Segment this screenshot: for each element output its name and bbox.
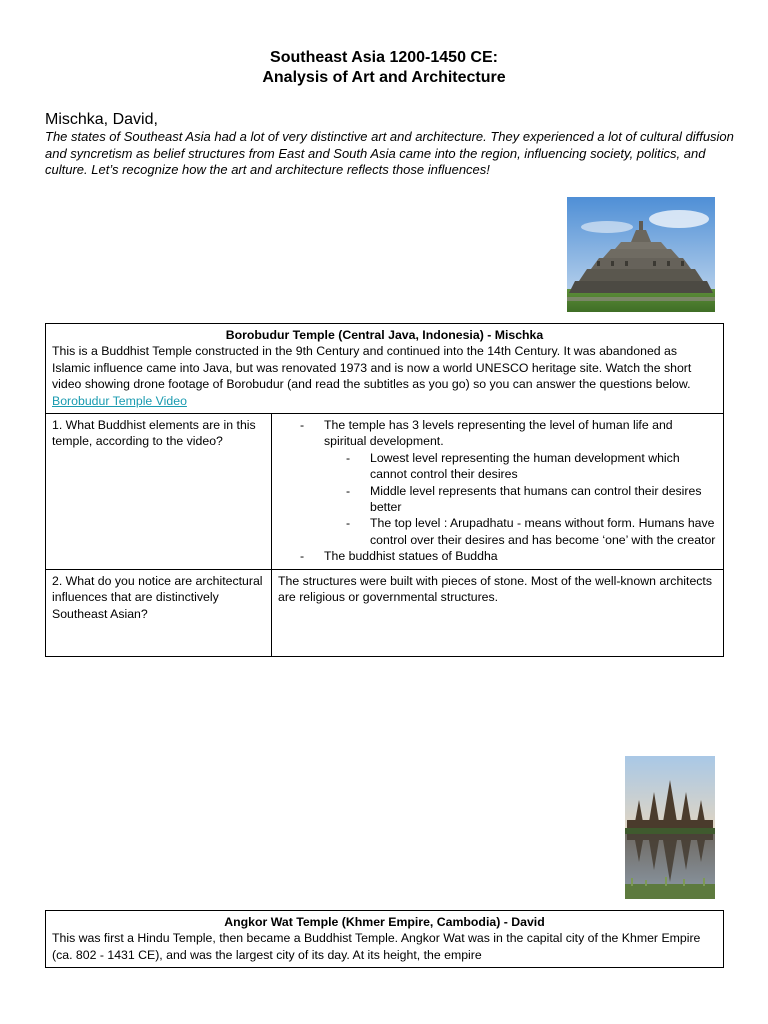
intro-paragraph: The states of Southeast Asia had a lot of very distinctive art and architecture. They experienced a lot of cultural diffusion and syncretism as belief structures from East and South Asia came into the region, influencing society, politics, and culture. Let’s recognize how the art and architecture reflects those influences!	[45, 129, 734, 177]
question-2-cell	[46, 569, 272, 656]
answer-1-cell	[272, 414, 724, 570]
borobudur-description	[52, 343, 717, 409]
answer-2: The structures were built with pieces of stone. Most of the well-known architects are religious or governmental structures.	[278, 573, 712, 605]
angkor-table	[45, 910, 724, 968]
angkor-heading: Angkor Wat Temple (Khmer Empire, Cambodia) - David	[224, 915, 545, 929]
answer-1-item: - The buddhist statues of Buddha	[278, 548, 717, 564]
answer-1-sublist	[324, 450, 717, 548]
angkor-description: This was first a Hindu Temple, then became a Buddhist Temple. Angkor Wat was in the capital city of the Khmer Empire (ca. 802 - 1431 CE), and was the largest city of its day. At its height, the empire	[52, 931, 701, 962]
document-title-line-2: Analysis of Art and Architecture	[262, 69, 506, 86]
answer-1-subitem: - Lowest level representing the human development which cannot control their desires	[324, 450, 717, 483]
document-title-line-1: Southeast Asia 1200-1450 CE:	[270, 49, 498, 66]
question-1-cell	[46, 414, 272, 570]
angkor-header-cell	[46, 911, 724, 968]
borobudur-heading: Borobudur Temple (Central Java, Indonesia) - Mischka	[225, 328, 544, 342]
borobudur-header-cell	[46, 324, 724, 414]
question-1: 1. What Buddhist elements are in this temple, according to the video?	[52, 418, 256, 449]
borobudur-temple-photo	[567, 197, 715, 312]
answer-1-list	[278, 417, 717, 565]
borobudur-description-text: This is a Buddhist Temple constructed in the 9th Century and continued into the 14th Century. It was abandoned as Islamic influence came into Java, but was renovated 1973 and is now a world UNESCO heritage site. Watch the short video showing drone footage of Borobudur (and read the subtitles as you go) so you can answer the questions below.	[52, 344, 692, 392]
answer-2-cell	[272, 569, 724, 656]
borobudur-video-link[interactable]: Borobudur Temple Video	[52, 393, 187, 408]
question-2: 2. What do you notice are architectural influences that are distinctively Southeast Asian?	[52, 573, 263, 621]
answer-1-item	[278, 417, 717, 548]
answer-1-item-text: The temple has 3 levels representing the level of human life and spiritual development.	[324, 418, 673, 449]
borobudur-table	[45, 323, 724, 657]
answer-1-subitem: - Middle level represents that humans can control their desires better	[324, 483, 717, 516]
answer-1-subitem: - The top level : Arupadhatu - means without form. Humans have control over their desires and has become ‘one’ with the creator	[324, 515, 717, 548]
angkor-wat-photo	[625, 756, 715, 899]
author-names: Mischka, David,	[45, 111, 158, 128]
